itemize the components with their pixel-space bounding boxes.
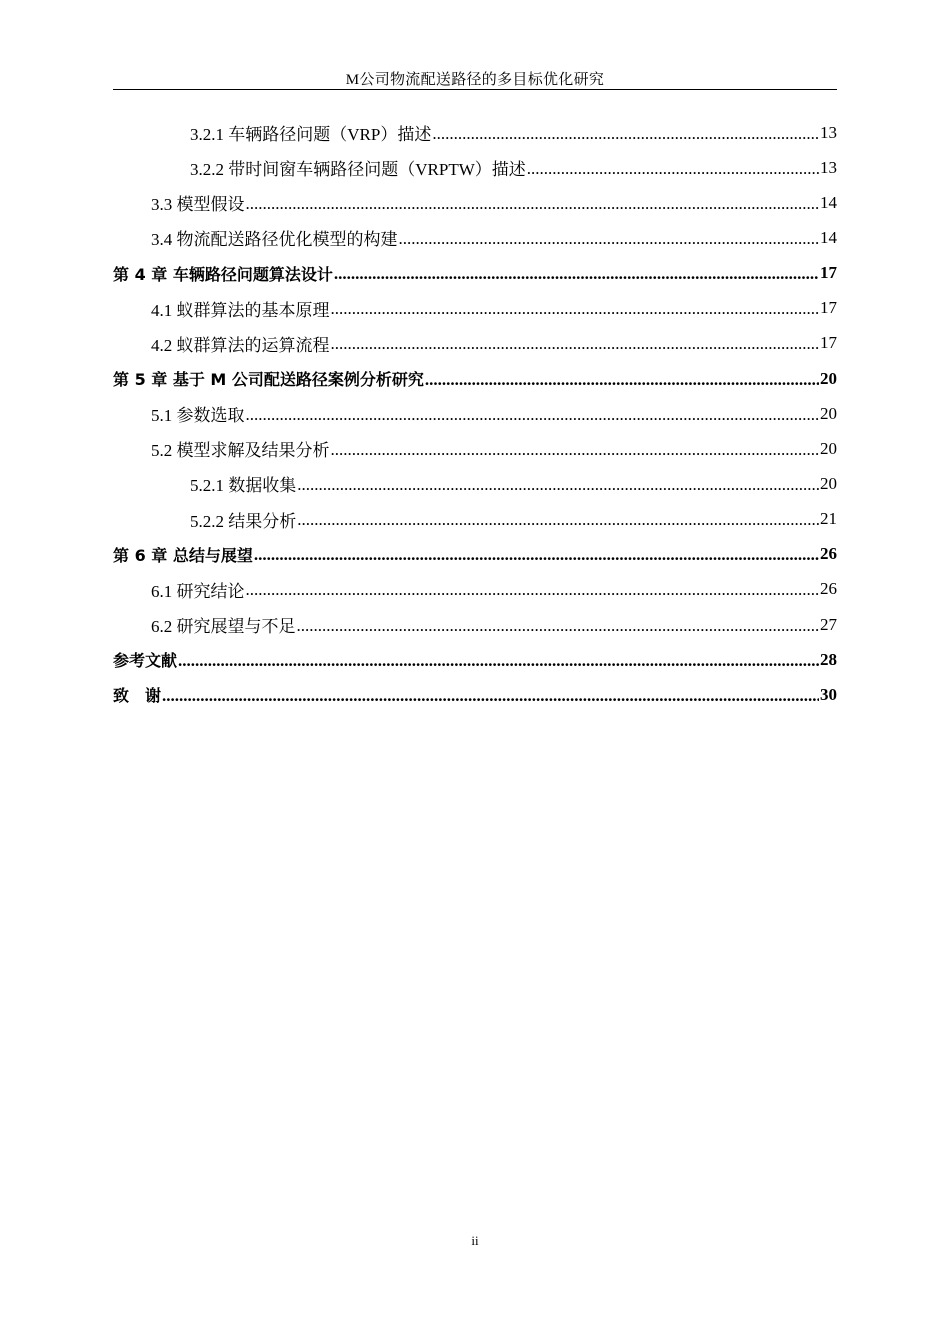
dot-leader [246, 194, 820, 214]
toc-entry-title: 5.2.2 结果分析 [190, 511, 297, 531]
toc-entry-title: 5.2.1 数据收集 [190, 476, 297, 496]
table-of-contents [113, 115, 837, 712]
toc-chapter-entry[interactable] [113, 256, 837, 291]
dot-leader [334, 264, 819, 284]
toc-entry-title: 第 5 章 基于 M 公司配送路径案例分析研究 [113, 370, 424, 390]
toc-entry[interactable] [113, 291, 837, 326]
toc-entry[interactable] [113, 572, 837, 607]
dot-leader [297, 510, 819, 530]
toc-entry[interactable] [113, 431, 837, 466]
toc-page-number: 26 [820, 579, 837, 599]
dot-leader [331, 299, 820, 319]
header-rule [113, 89, 837, 90]
toc-entry-title: 6.1 研究结论 [151, 581, 245, 601]
toc-entry-title: 4.1 蚁群算法的基本原理 [151, 300, 330, 320]
dot-leader [331, 334, 820, 354]
toc-entry[interactable] [113, 466, 837, 501]
toc-page-number: 14 [820, 227, 837, 247]
toc-entry[interactable] [113, 115, 837, 150]
dot-leader [527, 159, 819, 179]
toc-page-number: 13 [820, 157, 837, 177]
toc-entry[interactable] [113, 326, 837, 361]
toc-page-number: 27 [820, 614, 837, 634]
toc-entry[interactable] [113, 185, 837, 220]
toc-entry-title: 5.1 参数选取 [151, 406, 245, 426]
toc-entry-title: 5.2 模型求解及结果分析 [151, 441, 330, 461]
toc-page-number: 26 [820, 544, 837, 564]
toc-page-number: 13 [820, 122, 837, 142]
toc-page-number: 20 [820, 438, 837, 458]
toc-page-number: 20 [820, 473, 837, 493]
dot-leader [297, 475, 819, 495]
toc-entry-title: 4.2 蚁群算法的运算流程 [151, 335, 330, 355]
running-header: M公司物流配送路径的多目标优化研究 [345, 72, 605, 88]
toc-chapter-entry[interactable] [113, 642, 837, 677]
toc-page-number: 20 [820, 368, 837, 388]
toc-entry-title: 第 6 章 总结与展望 [113, 545, 253, 565]
toc-entry-title: 3.4 物流配送路径优化模型的构建 [151, 230, 398, 250]
dot-leader [331, 440, 820, 460]
dot-leader [254, 545, 819, 565]
toc-page-number: 21 [820, 509, 837, 529]
toc-entry-title: 3.2.2 带时间窗车辆路径问题（VRPTW）描述 [190, 160, 526, 180]
toc-page-number: 17 [820, 333, 837, 353]
toc-entry-title: 致 谢 [113, 686, 162, 706]
toc-chapter-entry[interactable] [113, 537, 837, 572]
toc-entry-title: 参考文献 [113, 651, 178, 671]
toc-entry-title: 3.3 模型假设 [151, 195, 245, 215]
toc-chapter-entry[interactable] [113, 677, 837, 712]
toc-entry[interactable] [113, 220, 837, 255]
dot-leader [246, 405, 820, 425]
toc-chapter-entry[interactable] [113, 361, 837, 396]
dot-leader [297, 616, 820, 636]
toc-entry-title: 第 4 章 车辆路径问题算法设计 [113, 264, 333, 284]
toc-entry[interactable] [113, 607, 837, 642]
toc-page-number: 17 [820, 263, 837, 283]
toc-page-number: 17 [820, 298, 837, 318]
dot-leader [399, 229, 820, 249]
toc-entry[interactable] [113, 396, 837, 431]
toc-entry[interactable] [113, 150, 837, 185]
dot-leader [246, 580, 820, 600]
dot-leader [432, 124, 819, 144]
dot-leader [178, 651, 819, 671]
toc-page-number: 28 [820, 649, 837, 669]
toc-entry-title: 6.2 研究展望与不足 [151, 617, 296, 637]
toc-page-number: 14 [820, 192, 837, 212]
toc-page-number: 20 [820, 403, 837, 423]
dot-leader [162, 686, 819, 706]
page-number-footer: ii [471, 1233, 479, 1248]
dot-leader [425, 370, 819, 390]
toc-entry[interactable] [113, 502, 837, 537]
toc-entry-title: 3.2.1 车辆路径问题（VRP）描述 [190, 125, 432, 145]
toc-page-number: 30 [820, 684, 837, 704]
